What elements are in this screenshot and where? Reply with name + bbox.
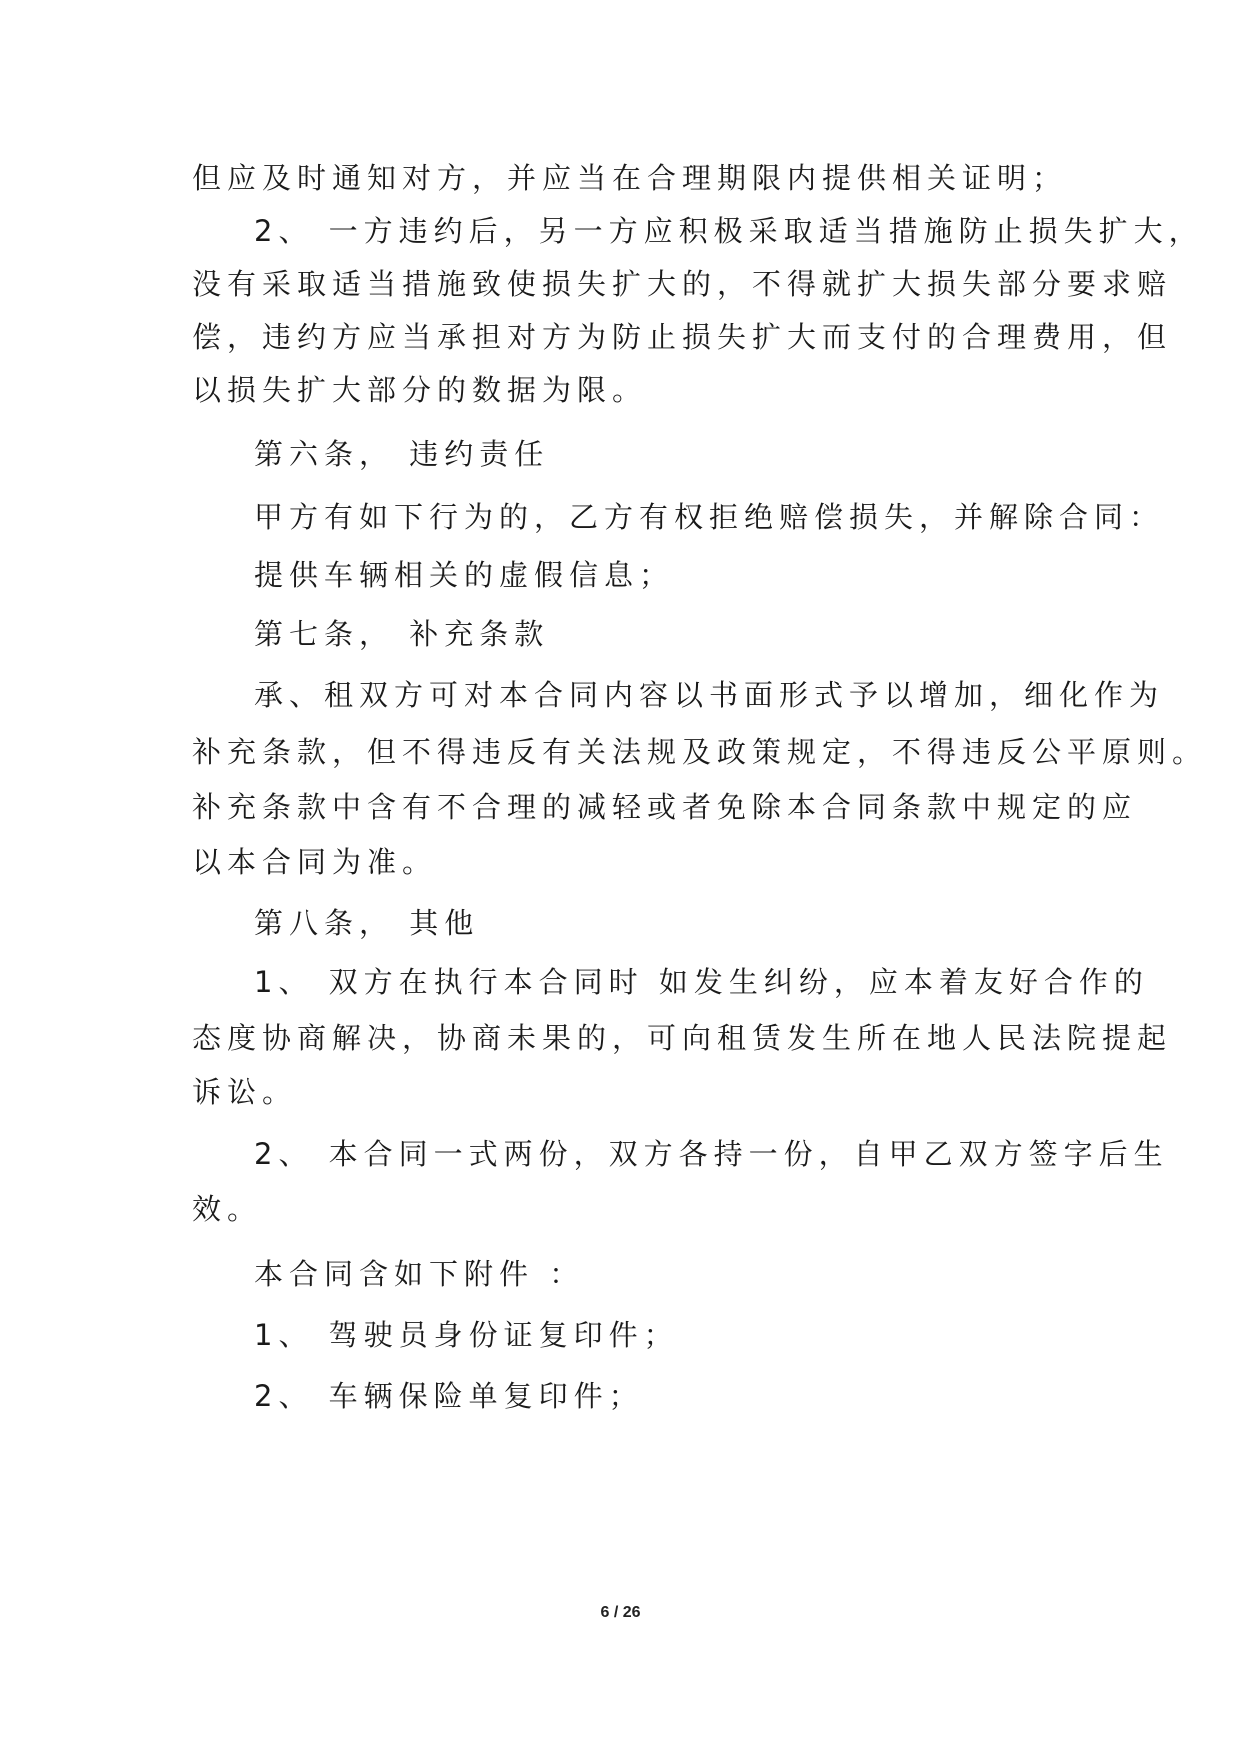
text-line: 态度协商解决，协商未果的，可向租赁发生所在地人民法院提起 <box>192 1021 1173 1055</box>
section-heading: 第六条， 违约责任 <box>254 437 550 471</box>
text-line: 效。 <box>192 1192 263 1226</box>
text-line: 以损失扩大部分的数据为限。 <box>192 373 648 407</box>
text-line: 以本合同为准。 <box>192 845 438 879</box>
text-line: 1、 双方在执行本合同时 如发生纠纷，应本着友好合作的 <box>254 965 1149 999</box>
text-line: 偿，违约方应当承担对方为防止损失扩大而支付的合理费用，但 <box>192 320 1173 354</box>
text-line: 2、 一方违约后，另一方应积极采取适当措施防止损失扩大， <box>254 214 1204 248</box>
text-line: 诉讼。 <box>192 1075 298 1109</box>
section-heading: 第七条， 补充条款 <box>254 617 550 651</box>
text-line: 补充条款，但不得违反有关法规及政策规定，不得违反公平原则。 <box>192 735 1208 769</box>
text-line: 本合同含如下附件 ： <box>254 1257 585 1291</box>
page-number: 6 / 26 <box>600 1604 641 1621</box>
text-line: 承、租双方可对本合同内容以书面形式予以增加，细化作为 <box>254 678 1165 712</box>
text-line: 没有采取适当措施致使损失扩大的，不得就扩大损失部分要求赔 <box>192 267 1173 301</box>
section-heading: 第八条， 其他 <box>254 906 480 940</box>
text-line: 2、 车辆保险单复印件； <box>254 1379 644 1413</box>
text-line: 甲方有如下行为的，乙方有权拒绝赔偿损失，并解除合同： <box>254 500 1165 534</box>
text-line: 1、 驾驶员身份证复印件； <box>254 1318 679 1352</box>
text-line: 提供车辆相关的虚假信息； <box>254 558 675 592</box>
text-line: 2、 本合同一式两份，双方各持一份，自甲乙双方签字后生 <box>254 1137 1169 1171</box>
text-line: 但应及时通知对方，并应当在合理期限内提供相关证明； <box>192 161 1068 195</box>
text-line: 补充条款中含有不合理的减轻或者免除本合同条款中规定的应 <box>192 790 1138 824</box>
